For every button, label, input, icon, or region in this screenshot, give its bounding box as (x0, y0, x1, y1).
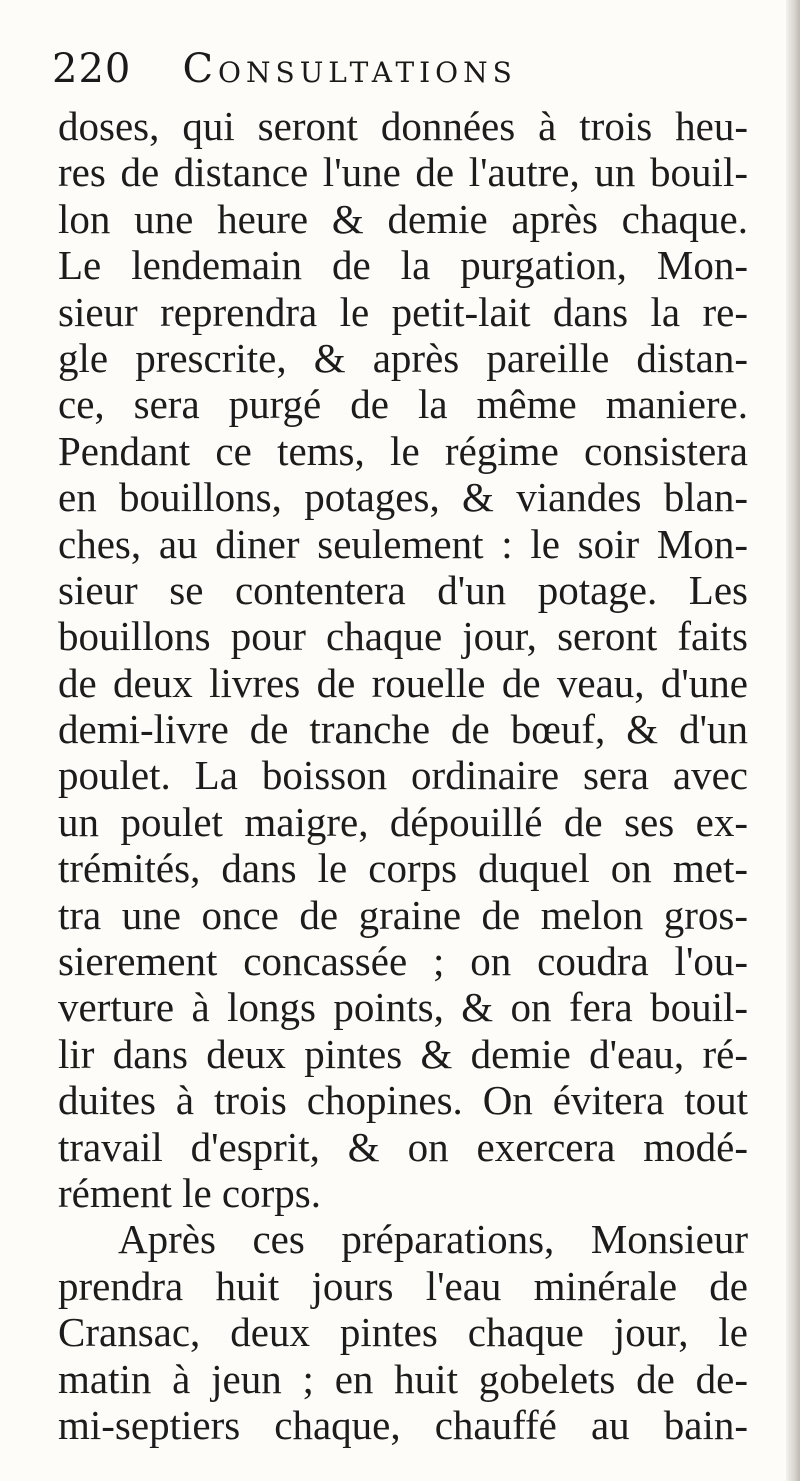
text-line: ches, au diner seulement : le soir Mon- (58, 520, 748, 567)
paragraph-start-line: Après ces préparations, Monsieur (118, 1216, 748, 1263)
page-edge-shadow (786, 0, 800, 1481)
text-line: travail d'esprit, & on exercera modé- (58, 1123, 748, 1170)
paragraph-end-line: rément le corps. (58, 1169, 321, 1216)
text-line: trémités, dans le corps duquel on met- (58, 845, 748, 892)
text-line: matin à jeun ; en huit gobelets de de- (58, 1355, 748, 1402)
text-line: doses, qui seront données à trois heu- (58, 103, 748, 149)
text-line: gle prescrite, & après pareille distan- (58, 334, 748, 381)
text-line: duites à trois chopines. On évitera tout (58, 1077, 748, 1124)
text-line: lon une heure & demie après chaque. (58, 195, 748, 242)
text-line: mi-septiers chaque, chauffé au bain- (58, 1401, 748, 1448)
text-line: en bouillons, potages, & viandes blan- (58, 474, 748, 521)
text-line: sierement concassée ; on coudra l'ou- (58, 938, 748, 985)
text-line: sieur reprendra le petit-lait dans la re- (58, 288, 748, 335)
text-line: res de distance l'une de l'autre, un bouil- (58, 149, 748, 196)
text-line: ce, sera purgé de la même maniere. (58, 381, 748, 428)
page-number: 220 (52, 46, 132, 92)
text-line: bouillons pour chaque jour, seront faits (58, 613, 748, 660)
text-line: tra une once de graine de melon gros- (58, 891, 748, 938)
text-line: poulet. La boisson ordinaire sera avec (58, 752, 748, 799)
text-line: prendra huit jours l'eau minérale de (58, 1262, 748, 1309)
text-line: un poulet maigre, dépouillé de ses ex- (58, 798, 748, 845)
text-line: Le lendemain de la purgation, Mon- (58, 242, 748, 289)
text-line: verture à longs points, & on fera bouil- (58, 984, 748, 1031)
running-head: Consultations (182, 46, 517, 92)
page-header (52, 46, 517, 102)
text-line: sieur se contentera d'un potage. Les (58, 566, 748, 613)
text-line: de deux livres de rouelle de veau, d'une (58, 659, 748, 706)
body-text (58, 103, 748, 1448)
text-line: Pendant ce tems, le régime consistera (58, 427, 748, 474)
text-line: lir dans deux pintes & demie d'eau, ré- (58, 1030, 748, 1077)
text-line: demi-livre de tranche de bœuf, & d'un (58, 706, 748, 753)
text-line: Cransac, deux pintes chaque jour, le (58, 1309, 748, 1356)
